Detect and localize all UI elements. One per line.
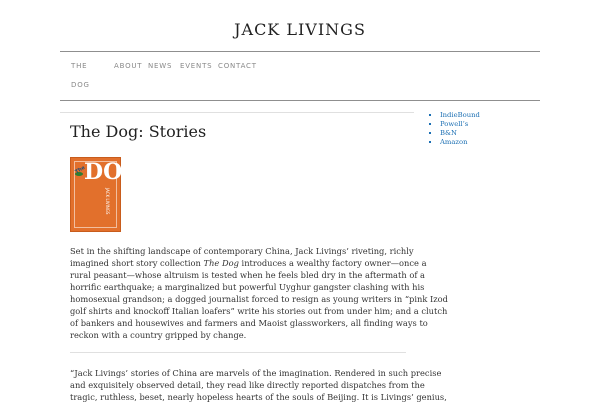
cover-title-letters: DOG (84, 159, 142, 185)
quote-line: tragic, ruthless, beset, nearly hopeless hearts of the souls of Beijing. It is Livings’ genius, (70, 392, 447, 402)
cover-small-title: The (74, 164, 87, 176)
book-cover-image[interactable] (70, 157, 142, 232)
book-description (70, 245, 448, 341)
buy-links-list (432, 111, 542, 147)
nav-item-events[interactable]: EVENTS (180, 62, 213, 70)
buy-link-indiebound[interactable]: IndieBound (440, 111, 480, 119)
quote-line: “Jack Livings’ stories of China are marvels of the imagination. Rendered in such precise (70, 368, 442, 378)
nav-item-contact[interactable]: CONTACT (218, 62, 257, 70)
buy-link-powells[interactable]: Powell’s (440, 120, 469, 128)
book-title-emphasis: The Dog (203, 258, 239, 268)
nav-item-about[interactable]: ABOUT (114, 62, 143, 70)
buy-link-amazon[interactable]: Amazon (440, 138, 468, 146)
buy-link-bn[interactable]: B&N (440, 129, 457, 137)
review-quote (70, 367, 447, 403)
description-line: golf shirts and knockoff Italian loafers” write his stories out from under him; and a clutch (70, 306, 448, 316)
list-item (440, 129, 542, 138)
description-line: reckon with a country gripped by change. (70, 330, 247, 340)
list-item (440, 120, 542, 129)
list-item (440, 138, 542, 147)
nav-item-the-dog-line2[interactable]: DOG (71, 81, 90, 89)
section-divider (70, 352, 406, 353)
cover-author-name: JACK LIVINGS (105, 188, 110, 215)
main-nav (60, 52, 540, 100)
description-line: Set in the shifting landscape of contemporary China, Jack Livings’ riveting, richly (70, 246, 414, 256)
buy-links-sidebar (432, 111, 542, 147)
description-line: horrific earthquake; a marginalized but powerful Uyghur gangster clashing with his (70, 282, 425, 292)
list-item (440, 111, 542, 120)
content-top-rule (60, 112, 414, 113)
description-line: homosexual grandson; a dogged journalist forced to resign as young writers in “pink Izod (70, 294, 448, 304)
description-line: imagined short story collection The Dog introduces a wealthy factory owner—once a (70, 258, 427, 268)
nav-item-news[interactable]: NEWS (148, 62, 173, 70)
nav-item-the-dog[interactable]: THE (71, 62, 88, 70)
site-title[interactable]: JACK LIVINGS (234, 20, 366, 39)
page-title: The Dog: Stories (70, 122, 207, 141)
description-line: of bankers and housewives and farmers and Maoist glassworkers, all finding ways to (70, 318, 428, 328)
header-bottom-rule (60, 100, 540, 101)
description-line: rural peasant—whose altruism is tested when he feels bled dry in the aftermath of a (70, 270, 425, 280)
quote-line: and exquisitely observed detail, they read like directly reported dispatches from the (70, 380, 425, 390)
